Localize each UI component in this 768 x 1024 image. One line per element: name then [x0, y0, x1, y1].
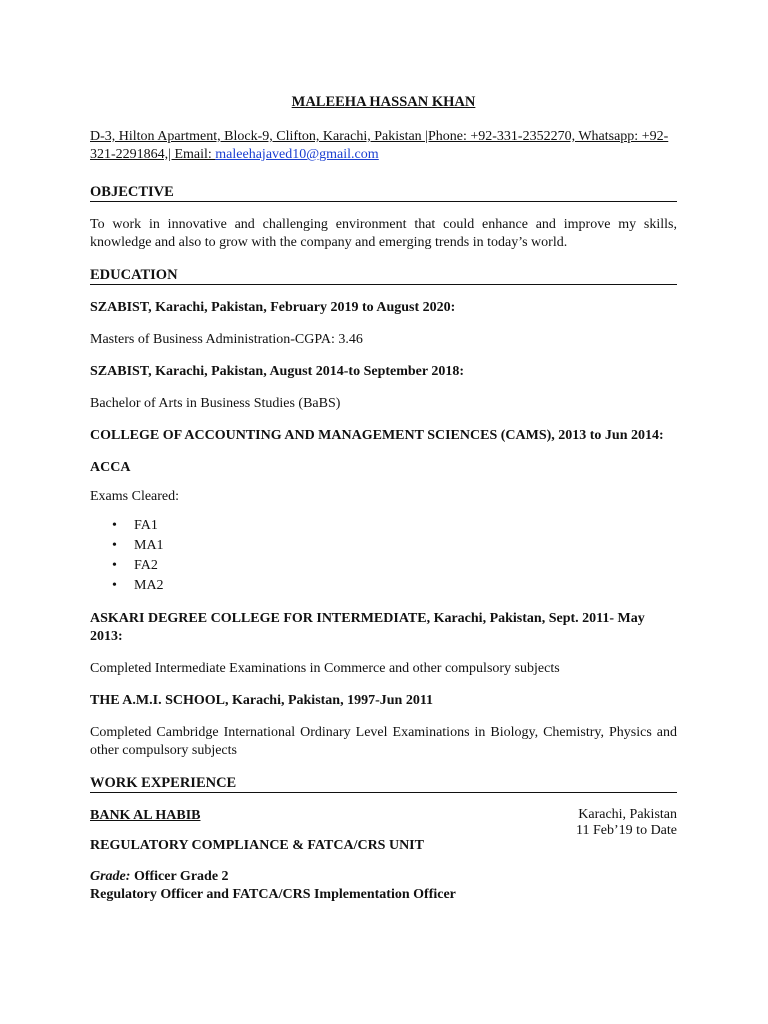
grade-value: Officer Grade 2: [133, 869, 229, 884]
education-entry-title: THE A.M.I. SCHOOL, Karachi, Pakistan, 1997-Jun 2011: [90, 693, 434, 708]
work-dates: 11 Feb’19 to Date: [576, 823, 677, 838]
education-entry-detail: Completed Cambridge International Ordinary Level Examinations in Biology, Chemistry, Physics and other compulsory subjects: [90, 725, 677, 758]
education-entry-detail: Bachelor of Arts in Business Studies (BaBS): [90, 396, 341, 411]
exam-label: MA2: [134, 578, 164, 593]
bullet-icon: •: [112, 518, 117, 533]
exam-label: MA1: [134, 538, 164, 553]
education-entry-title: COLLEGE OF ACCOUNTING AND MANAGEMENT SCIENCES (CAMS), 2013 to Jun 2014:: [90, 428, 664, 443]
work-grade: [90, 868, 677, 886]
education-entry-title: SZABIST, Karachi, Pakistan, February 2019 to August 2020:: [90, 300, 456, 315]
bullet-icon: •: [112, 538, 117, 553]
work-role: Regulatory Officer and FATCA/CRS Implementation Officer: [90, 887, 456, 902]
objective-text: To work in innovative and challenging environment that could enhance and improve my skills, knowledge and also to grow with the company and emerging trends in today’s world.: [90, 217, 677, 250]
work-meta: [576, 807, 677, 839]
education-entry-subtitle: ACCA: [90, 460, 131, 475]
list-item: [90, 576, 677, 596]
resume-page: [90, 92, 677, 904]
work-unit: REGULATORY COMPLIANCE & FATCA/CRS UNIT: [90, 838, 424, 853]
work-heading: WORK EXPERIENCE: [90, 774, 677, 793]
work-location: Karachi, Pakistan: [578, 807, 677, 822]
education-heading: EDUCATION: [90, 266, 677, 285]
grade-label: Grade:: [90, 869, 131, 884]
email-link[interactable]: maleehajaved10@gmail.com: [215, 147, 379, 162]
list-item: [90, 536, 677, 556]
education-entry-detail: Masters of Business Administration-CGPA: 3.46: [90, 332, 363, 347]
candidate-name: MALEEHA HASSAN KHAN: [291, 94, 476, 110]
bullet-icon: •: [112, 558, 117, 573]
bullet-icon: •: [112, 578, 117, 593]
list-item: [90, 556, 677, 576]
contact-info: [90, 128, 677, 164]
education-entry-title: ASKARI DEGREE COLLEGE FOR INTERMEDIATE, Karachi, Pakistan, Sept. 2011- May 2013:: [90, 611, 645, 644]
exam-label: FA1: [134, 518, 158, 533]
education-entry-detail: Completed Intermediate Examinations in Commerce and other compulsory subjects: [90, 661, 560, 676]
contact-line: D-3, Hilton Apartment, Block-9, Clifton, Karachi, Pakistan |Phone: +92-331-2352270, Whatsapp: +92-321-2291864,| Email:: [90, 129, 669, 162]
employer-name: BANK AL HABIB: [90, 808, 201, 823]
list-item: [90, 516, 677, 536]
objective-heading: OBJECTIVE: [90, 183, 677, 202]
exam-label: FA2: [134, 558, 158, 573]
education-entry-title: SZABIST, Karachi, Pakistan, August 2014-to September 2018:: [90, 364, 465, 379]
education-entry-detail: Exams Cleared:: [90, 489, 180, 504]
exams-list: [90, 516, 677, 596]
work-entry: [90, 807, 677, 904]
